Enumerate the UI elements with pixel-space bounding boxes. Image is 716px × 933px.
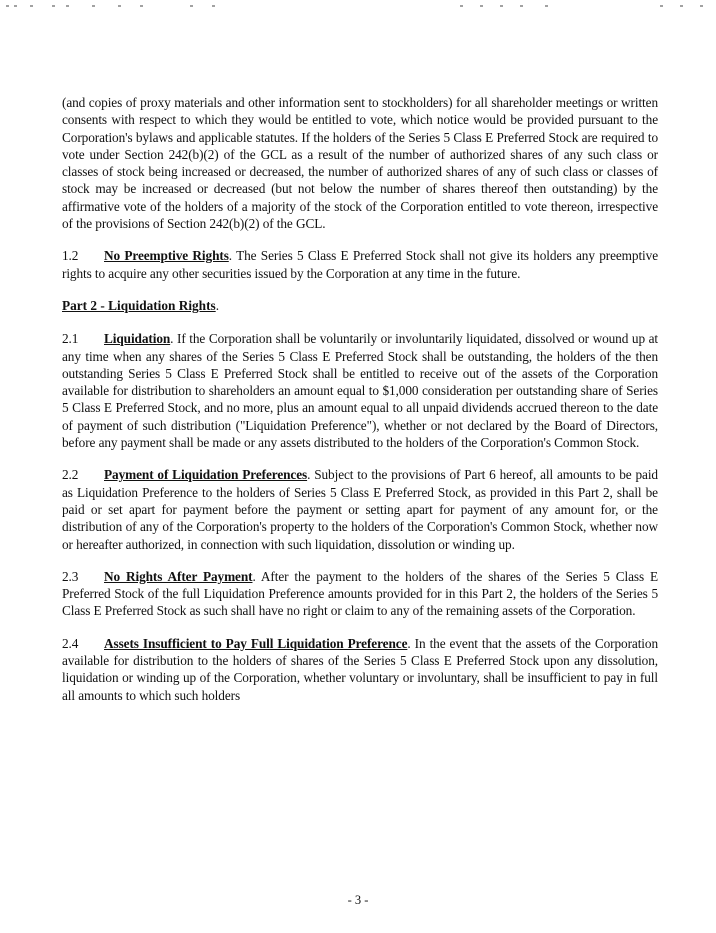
paragraph-body: . In the event that the assets of the Corporation available for distribution to the holders of shares of the Series 5 Class E Preferred Stock upon any dissolution, liquidation or winding up of the Corporation, whether voluntary or involuntary, shall be insufficient to pay in full all amounts to which such holders bbox=[62, 635, 658, 703]
paragraph-number: 2.3 bbox=[62, 568, 79, 584]
paragraph-body: . After the payment to the holders of the shares of the Series 5 Class E Preferred Stock of the full Liquidation Preference amounts provided for in this Part 2, the holders of the Series 5 Class E Preferred Stock as such shall have no right or claim to any of the remaining assets of the Corporation. bbox=[62, 568, 658, 619]
paragraph-heading: No Rights After Payment bbox=[104, 568, 253, 584]
part-heading-text: Part 2 - Liquidation Rights bbox=[62, 297, 216, 313]
scan-noise-strip bbox=[0, 0, 716, 14]
paragraph-body: . If the Corporation shall be voluntarily or involuntarily liquidated, dissolved or wound up at any time when any shares of the Series 5 Class E Preferred Stock shall be outstanding, the holders of the then outstanding Series 5 Class E Preferred Stock shall be entitled to receive out of the assets of the Corporation available for distribution to shareholders an amount equal to $1,000 consideration per outstanding share of Series 5 Class E Preferred Stock, and no more, plus an amount equal to all unpaid dividends accrued thereon to the date of payment of such distribution ("Liquidation Preference"), whether or not declared by the Board of Directors, before any payment shall be made or any assets distributed to the holders of the Corporation's Common Stock. bbox=[62, 331, 658, 451]
part-2-heading bbox=[62, 297, 658, 314]
part-heading-suffix: . bbox=[215, 297, 220, 313]
document-page bbox=[62, 94, 658, 719]
page-number: - 3 - bbox=[347, 893, 369, 907]
paragraph-number: 2.1 bbox=[62, 331, 79, 347]
paragraph-body: . The Series 5 Class E Preferred Stock shall not give its holders any preemptive rights to acquire any other securities issued by the Corporation at any time in the future. bbox=[62, 248, 659, 281]
paragraph-number: 1.2 bbox=[62, 248, 79, 264]
paragraph-number: 2.2 bbox=[62, 467, 79, 483]
paragraph-1-2 bbox=[62, 247, 658, 282]
paragraph-heading: Payment of Liquidation Preferences bbox=[104, 467, 308, 483]
paragraph-2-1 bbox=[62, 330, 658, 451]
paragraph-heading: Assets Insufficient to Pay Full Liquidation Preference bbox=[104, 635, 408, 651]
paragraph-number: 2.4 bbox=[62, 635, 79, 651]
paragraph-2-2 bbox=[62, 466, 658, 552]
intro-paragraph: (and copies of proxy materials and other information sent to stockholders) for all shareholder meetings or written consents with respect to which they would be entitled to vote, which notice would be provided pursuant to the Corporation's bylaws and applicable statutes. If the holders of the Series 5 Class E Preferred Stock are required to vote under Section 242(b)(2) of the GCL as a result of the number of authorized shares of any such class or classes of stock being increased or decreased, the number of authorized shares of any of such class or classes of stock may be increased or decreased (but not below the number of shares thereof then outstanding) by the affirmative vote of the holders of a majority of the stock of the Corporation entitled to vote thereon, irrespective of the provisions of Section 242(b)(2) of the GCL. bbox=[62, 95, 658, 232]
paragraph-body: . Subject to the provisions of Part 6 hereof, all amounts to be paid as Liquidation Preference to the holders of Series 5 Class E Preferred Stock, as provided in this Part 2, shall be paid or set apart for payment before the payment or setting apart for payment of any amount for, or the distribution of any of the Corporation's property to the holders of the Corporation's Common Stock, whether now or hereafter authorized, in connection with such liquidation, dissolution or winding up. bbox=[62, 467, 658, 552]
paragraph-heading: No Preemptive Rights bbox=[104, 248, 229, 264]
paragraph-heading: Liquidation bbox=[104, 331, 171, 347]
paragraph-2-3 bbox=[62, 568, 658, 620]
paragraph-2-4 bbox=[62, 635, 658, 704]
